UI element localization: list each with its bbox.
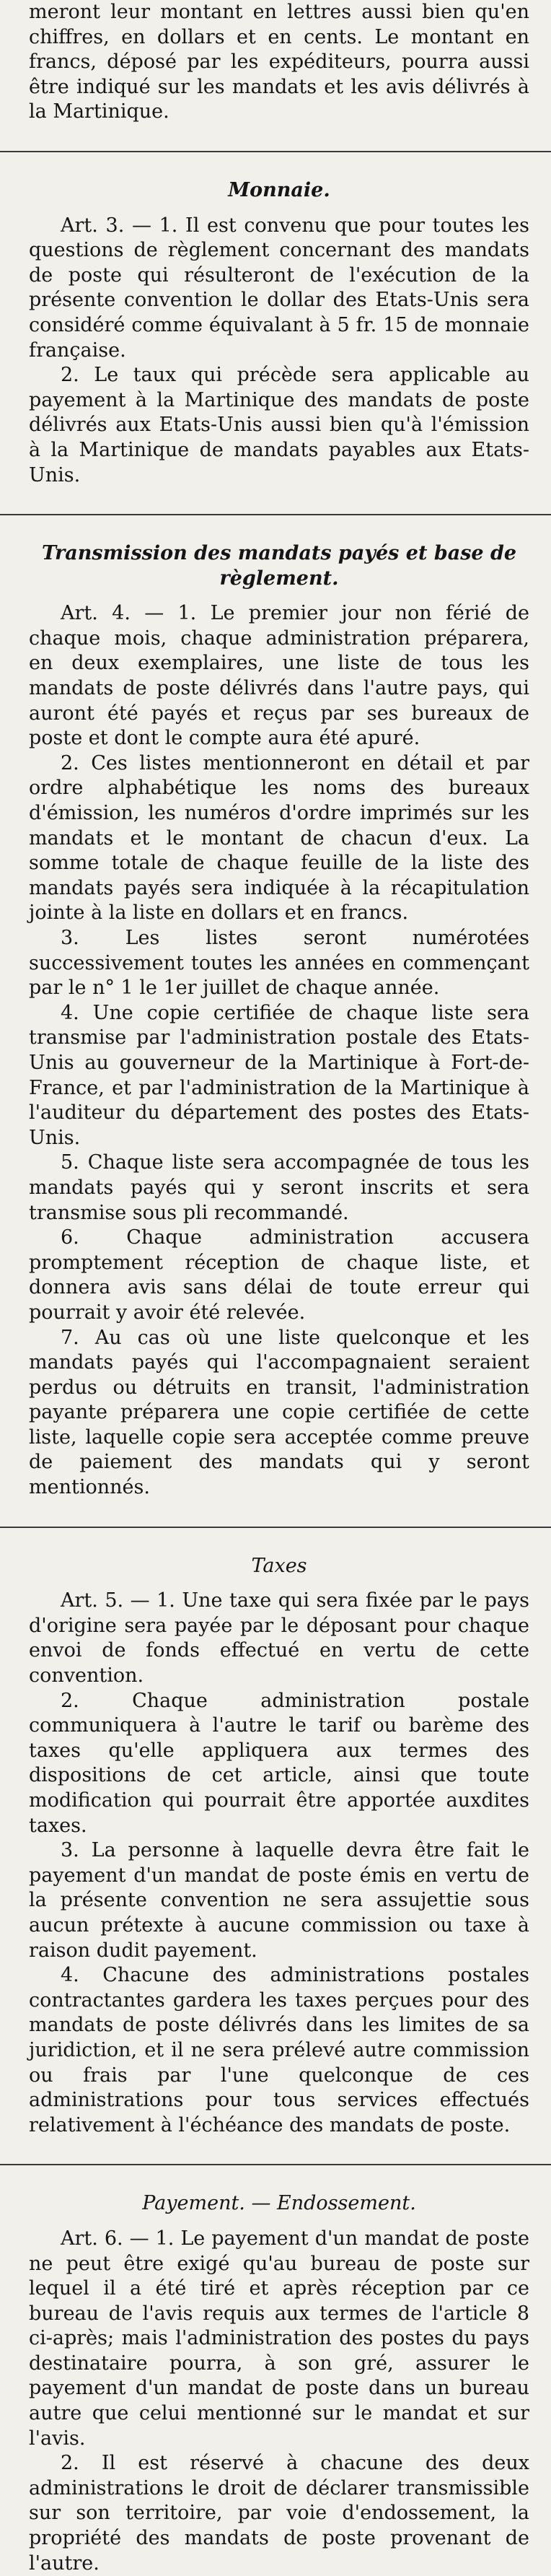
article-paragraph: Art. 5. — 1. Une taxe qui sera fixée par le pays d'origine sera payée par le déposant pour chaque envoi de fonds effectué en vertu de cette convention.	[29, 1589, 529, 1688]
article-paragraph: Art. 6. — 1. Le payement d'un mandat de poste ne peut être exigé qu'au bureau de poste sur lequel il a été tiré et après réception par ce bureau de l'avis requis aux termes de l'article 8 ci-après; mais l'administration des postes du pays destinataire pourra, à son gré, assurer le payement d'un mandat de poste dans un bureau autre que celui mentionné sur le mandat et sur l'avis.	[29, 2227, 529, 2450]
section-heading: Payement. — Endossement.	[142, 2192, 416, 2215]
article-paragraph: 5. Chaque liste sera accompagnée de tous les mandats payés qui y seront inscrits et sera transmise sous pli recommandé.	[29, 1151, 529, 1224]
section-heading: Transmission des mandats payés et base de règlement.	[41, 542, 517, 590]
article-paragraph: 7. Au cas où une liste quelconque et les mandats payés qui l'accompagnaient seraient perdus ou détruits en transit, l'administration payante préparera une copie certifiée de cette liste, laquelle copie sera acceptée comme preuve de paiement des mandats qui y seront mentionnés.	[29, 1326, 529, 1499]
section-heading: Monnaie.	[228, 178, 330, 201]
article-paragraph: Art. 4. — 1. Le premier jour non férié de chaque mois, chaque administration préparera, en deux exemplaires, une liste de tous les mandats de poste délivrés dans l'autre pays, qui auront été payés et reçus par ses bureaux de poste et dont le compte aura été apuré.	[29, 602, 529, 750]
article-paragraph: 2. Il est réservé à chacune des deux administrations le droit de déclarer transmissible sur son territoire, par voie d'endossement, la propriété des mandats de poste provenant de l'autre.	[29, 2452, 529, 2575]
section-heading: Taxes	[251, 1554, 307, 1577]
article-paragraph: 2. Le taux qui précède sera applicable au payement à la Martinique des mandats de poste délivrés aux Etats-Unis aussi bien qu'à l'émission à la Martinique de mandats payables aux Etats-Unis.	[29, 364, 529, 486]
article-paragraph: 4. Chacune des administrations postales contractantes gardera les taxes perçues pour des mandats de poste délivrés dans les limites de sa juridiction, et il ne sera prélevé autre commission ou frais par l'une quelconque de ces administrations pour tous services effectués relativement à l'échéance des mandats de poste.	[29, 1964, 529, 2136]
article-paragraph: meront leur montant en lettres aussi bien qu'en chiffres, en dollars et en cents. Le montant en francs, déposé par les expéditeurs, pourra aussi être indiqué sur les mandats et les avis délivrés à la Martinique.	[29, 1, 529, 123]
article-paragraph: 4. Une copie certifiée de chaque liste sera transmise par l'administration postale des Etats-Unis au gouverneur de la Martinique à Fort-de-France, et par l'administration de la Martinique à l'auditeur du département des postes des Etats-Unis.	[29, 1001, 529, 1149]
article-paragraph: Art. 3. — 1. Il est convenu que pour toutes les questions de règlement concernant des mandats de poste qui résulteront de l'exécution de la présente convention le dollar des Etats-Unis sera considéré comme équivalant à 5 fr. 15 de monnaie française.	[29, 214, 529, 362]
article-paragraph: 3. Les listes seront numérotées successivement toutes les années en commençant par le n° 1 le 1er juillet de chaque année.	[29, 927, 529, 1000]
article-paragraph: 3. La personne à laquelle devra être fait le payement d'un mandat de poste émis en vertu de la présente convention ne sera assujettie sous aucun prétexte à aucune commission ou taxe à raison dudit payement.	[29, 1839, 529, 1962]
article-paragraph: 2. Chaque administration postale communiquera à l'autre le tarif ou barème des taxes qu'elle appliquera aux termes des dispositions de cet article, ainsi que toute modification qui pourrait être apportée auxdites taxes.	[29, 1689, 529, 1837]
article-paragraph: 2. Ces listes mentionneront en détail et par ordre alphabétique les noms des bureaux d'émission, les numéros d'ordre imprimés sur les mandats et le montant de chacun d'eux. La somme totale de chaque feuille de la liste des mandats payés sera indiquée à la récapitulation jointe à la liste en dollars et en francs.	[29, 751, 529, 925]
article-paragraph: 6. Chaque administration accusera promptement réception de chaque liste, et donnera avis sans délai de toute erreur qui pourrait y avoir été relevée.	[29, 1226, 529, 1324]
